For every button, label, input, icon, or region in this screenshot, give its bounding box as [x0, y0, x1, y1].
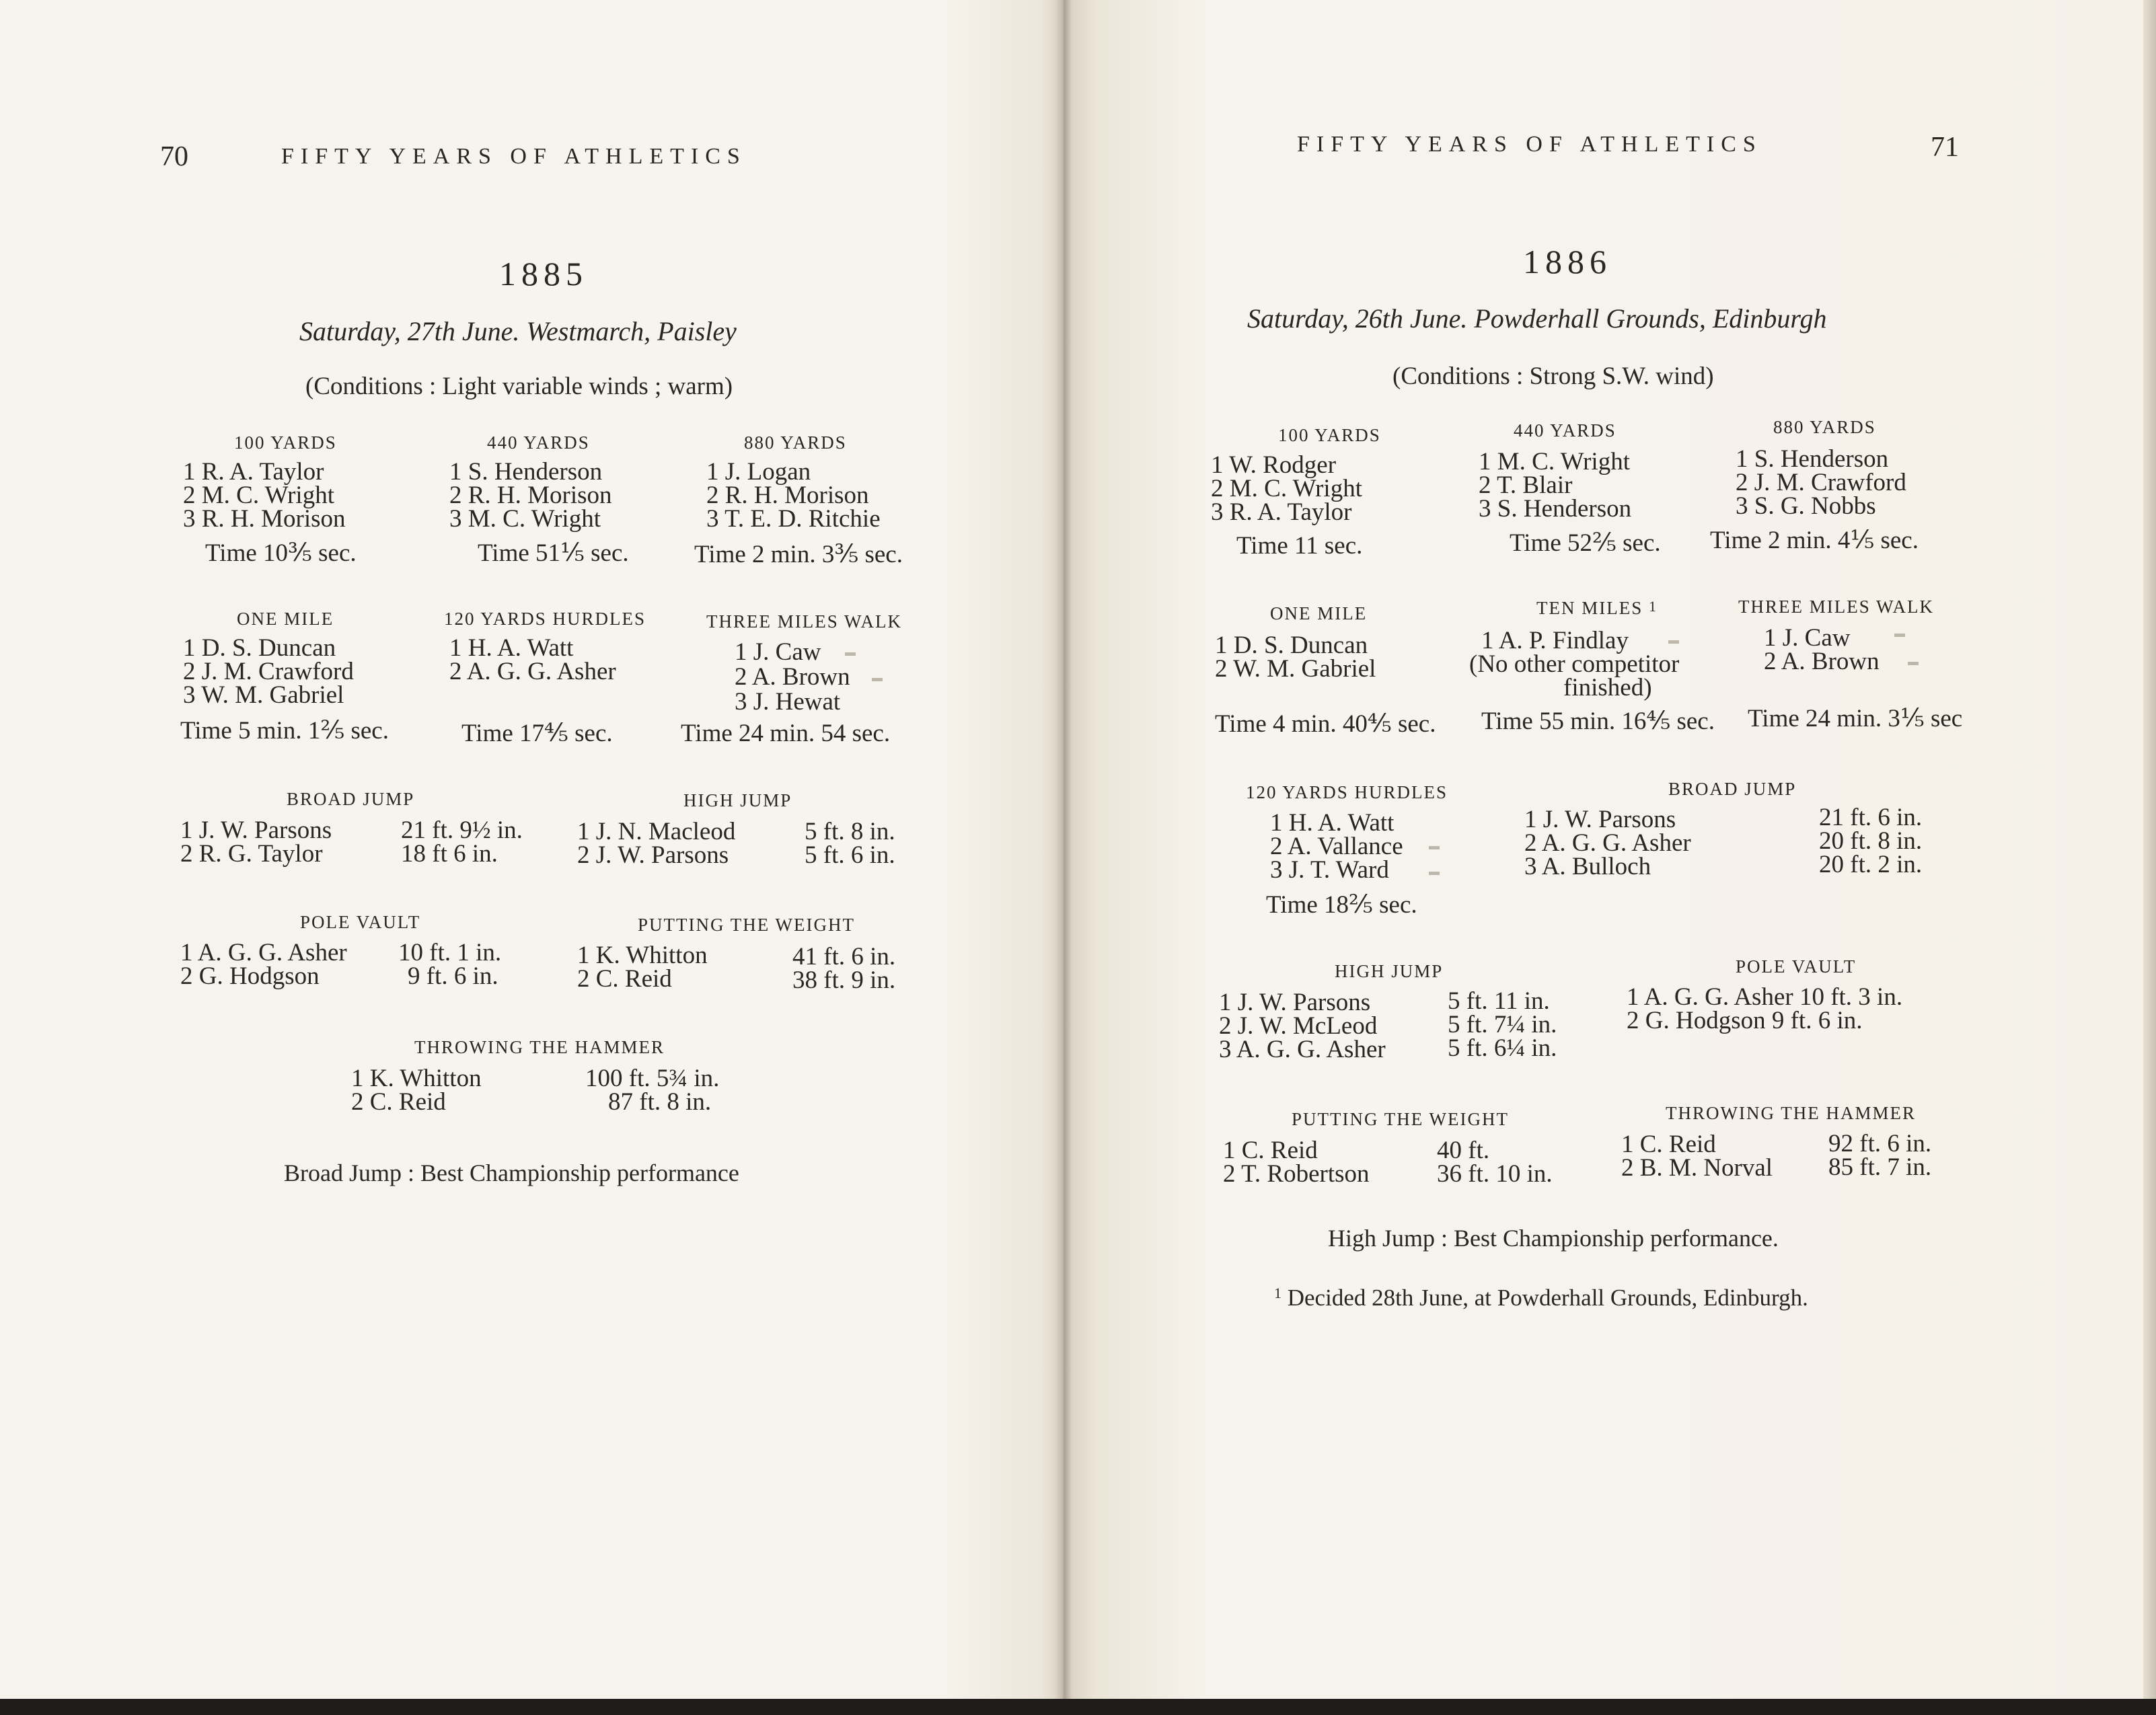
time-line: Time 11 sec.: [1236, 532, 1363, 560]
result-line: 2 W. M. Gabriel: [1215, 655, 1376, 683]
result-name: 2 T. Robertson: [1223, 1160, 1370, 1188]
result-mark: 20 ft. 2 in.: [1819, 851, 1923, 878]
time-line: Time 24 min. 54 sec.: [681, 720, 891, 747]
time-line: Time 52⅖ sec.: [1510, 529, 1661, 557]
result-mark: 5 ft. 11 in.: [1448, 987, 1550, 1015]
event-title: THROWING THE HAMMER: [414, 1037, 665, 1057]
time-line: Time 51⅕ sec.: [478, 539, 629, 567]
result-line: 1 D. S. Duncan: [1215, 632, 1368, 659]
event-title: HIGH JUMP: [683, 790, 792, 810]
year-heading-1886: 1886: [1523, 243, 1612, 280]
result-line: 3 S. Henderson: [1479, 495, 1632, 523]
result-line: 2 A. Brown: [735, 663, 850, 691]
result-name: 2 J. W. Parsons: [577, 841, 729, 869]
event-title: 440 YARDS: [487, 432, 590, 453]
event-title: THROWING THE HAMMER: [1666, 1103, 1916, 1123]
result-mark: 100 ft. 5¾ in.: [585, 1065, 720, 1092]
pencil-mark: [1894, 634, 1905, 637]
result-name: 1 C. Reid: [1223, 1137, 1318, 1164]
event-title: POLE VAULT: [1736, 956, 1857, 977]
result-name: 1 C. Reid: [1621, 1131, 1716, 1158]
result-line: 2 M. C. Wright: [183, 482, 334, 509]
result-mark: 10 ft. 1 in.: [398, 939, 502, 966]
event-title: 120 YARDS HURDLES: [1246, 782, 1448, 802]
event-title: 880 YARDS: [1773, 417, 1876, 437]
result-name: 1 J. W. Parsons: [1524, 806, 1676, 833]
result-mark: 92 ft. 6 in.: [1828, 1130, 1932, 1157]
result-mark: 36 ft. 10 in.: [1437, 1160, 1553, 1188]
result-line: 2 A. Vallance: [1270, 833, 1403, 860]
result-name: 1 K. Whitton: [577, 942, 708, 969]
event-title: THREE MILES WALK: [706, 611, 902, 632]
result-name: 2 G. Hodgson: [180, 962, 320, 990]
result-line: 2 A. Brown: [1764, 648, 1880, 675]
pencil-mark: [872, 678, 883, 681]
result-name: 3 A. G. G. Asher: [1219, 1036, 1386, 1063]
result-name: 1 K. Whitton: [351, 1065, 482, 1092]
event-title: HIGH JUMP: [1335, 961, 1444, 981]
result-mark: 85 ft. 7 in.: [1828, 1153, 1932, 1181]
result-line: 1 M. C. Wright: [1479, 448, 1630, 475]
result-name: 2 C. Reid: [577, 965, 672, 993]
event-title: 100 YARDS: [234, 432, 337, 453]
result-line: 2 G. Hodgson 9 ft. 6 in.: [1627, 1007, 1863, 1034]
result-line: 3 W. M. Gabriel: [183, 681, 344, 709]
running-head-right: FIFTY YEARS OF ATHLETICS: [1297, 132, 1762, 157]
time-line: Time 4 min. 40⅘ sec.: [1215, 710, 1436, 738]
event-title: PUTTING THE WEIGHT: [638, 915, 855, 935]
pencil-mark: [1429, 846, 1440, 849]
result-mark: 41 ft. 6 in.: [792, 943, 896, 970]
result-line: 1 J. Caw: [735, 638, 821, 666]
result-mark: 5 ft. 7¼ in.: [1448, 1011, 1557, 1038]
pencil-mark: [1908, 662, 1919, 665]
result-name: 2 C. Reid: [351, 1088, 446, 1116]
result-line: 2 J. M. Crawford: [1736, 469, 1906, 496]
page-edge: [2143, 0, 2156, 1715]
time-line: Time 55 min. 16⅘ sec.: [1481, 708, 1715, 735]
conditions-1885: (Conditions : Light variable winds ; warm): [305, 373, 733, 400]
result-name: 2 B. M. Norval: [1621, 1154, 1773, 1182]
result-line: 3 S. G. Nobbs: [1736, 492, 1876, 520]
book-gutter: [1055, 0, 1072, 1715]
result-mark: 5 ft. 8 in.: [805, 818, 895, 845]
footnote-marker: 1: [1274, 1285, 1281, 1301]
result-name: 3 A. Bulloch: [1524, 853, 1651, 880]
result-line: (No other competitor: [1469, 650, 1680, 678]
time-line: Time 10⅗ sec.: [205, 539, 357, 567]
result-line: 3 T. E. D. Ritchie: [706, 505, 881, 533]
result-name: 2 J. W. McLeod: [1219, 1012, 1378, 1040]
event-title: PUTTING THE WEIGHT: [1292, 1109, 1509, 1129]
result-line: 1 J. Logan: [706, 458, 811, 486]
result-mark: 38 ft. 9 in.: [792, 966, 896, 994]
pencil-mark: [1429, 872, 1440, 875]
result-mark: 18 ft 6 in.: [401, 840, 498, 868]
result-mark: 21 ft. 6 in.: [1819, 804, 1923, 831]
event-title: ONE MILE: [237, 609, 334, 629]
year-heading-1885: 1885: [499, 255, 588, 293]
result-mark: 5 ft. 6 in.: [805, 841, 895, 869]
result-line: 1 A. P. Findlay: [1481, 627, 1629, 654]
event-title: TEN MILES $^1$: [1536, 598, 1658, 618]
time-line: Time 24 min. 3⅕ sec: [1748, 705, 1963, 732]
page-number-left: 70: [160, 141, 188, 172]
time-line: Time 2 min. 4⅕ sec.: [1710, 527, 1919, 554]
result-line: 1 D. S. Duncan: [183, 634, 336, 662]
meeting-line-1886: Saturday, 26th June. Powderhall Grounds, Edinburgh: [1247, 303, 1827, 334]
result-line: 1 W. Rodger: [1211, 451, 1337, 479]
event-title: 100 YARDS: [1278, 425, 1381, 445]
result-line: 1 A. G. G. Asher 10 ft. 3 in.: [1627, 983, 1903, 1011]
result-mark: 9 ft. 6 in.: [408, 962, 498, 990]
result-line: 3 J. T. Ward: [1270, 856, 1389, 884]
result-line: 3 R. H. Morison: [183, 505, 346, 533]
time-line: Time 5 min. 1⅖ sec.: [180, 717, 389, 745]
result-line: 1 R. A. Taylor: [183, 458, 324, 486]
pencil-mark: [845, 652, 856, 656]
footnote: $^1$ Decided 28th June, at Powderhall Grounds, Edinburgh.: [1274, 1285, 1808, 1311]
pencil-mark: [1668, 640, 1679, 644]
note-best-performance-1885: Broad Jump : Best Championship performance: [284, 1159, 739, 1186]
event-title: 880 YARDS: [744, 432, 847, 453]
page-number-right: 71: [1931, 132, 1959, 163]
result-mark: 20 ft. 8 in.: [1819, 827, 1923, 855]
result-line: 2 J. M. Crawford: [183, 658, 354, 685]
result-line: 3 R. A. Taylor: [1211, 498, 1352, 526]
result-line: 2 R. H. Morison: [449, 482, 612, 509]
result-mark: 21 ft. 9½ in.: [401, 816, 523, 844]
result-name: 1 A. G. G. Asher: [180, 939, 347, 966]
result-line: 1 H. A. Watt: [1270, 809, 1395, 837]
scan-bottom-edge: [0, 1699, 2156, 1715]
result-line: 2 R. H. Morison: [706, 482, 869, 509]
event-title: 120 YARDS HURDLES: [444, 609, 646, 629]
result-line: 3 M. C. Wright: [449, 505, 601, 533]
time-line: Time 17⅘ sec.: [461, 720, 613, 747]
note-best-performance-1886: High Jump : Best Championship performance.: [1328, 1225, 1779, 1252]
result-name: 2 R. G. Taylor: [180, 840, 323, 868]
event-title: POLE VAULT: [300, 912, 421, 932]
result-mark: 87 ft. 8 in.: [608, 1088, 712, 1116]
event-title: ONE MILE: [1270, 603, 1368, 623]
result-name: 1 J. W. Parsons: [1219, 989, 1371, 1016]
event-title: BROAD JUMP: [1668, 779, 1797, 799]
meeting-line-1885: Saturday, 27th June. Westmarch, Paisley: [299, 316, 737, 346]
result-line: 2 M. C. Wright: [1211, 475, 1362, 502]
result-line: 1 S. Henderson: [1736, 445, 1889, 473]
running-head-left: FIFTY YEARS OF ATHLETICS: [281, 144, 747, 169]
result-line: 2 T. Blair: [1479, 471, 1573, 499]
result-line: 1 S. Henderson: [449, 458, 603, 486]
result-name: 2 A. G. G. Asher: [1524, 829, 1691, 857]
footnote-marker: 1: [1648, 598, 1658, 615]
result-line: 1 J. Caw: [1764, 624, 1851, 652]
event-title: 440 YARDS: [1514, 420, 1616, 441]
result-mark: 40 ft.: [1437, 1137, 1490, 1164]
result-name: 1 J. N. Macleod: [577, 818, 736, 845]
result-mark: 5 ft. 6¼ in.: [1448, 1034, 1557, 1062]
event-title: BROAD JUMP: [287, 789, 415, 809]
result-line: finished): [1563, 674, 1652, 701]
result-name: 1 J. W. Parsons: [180, 816, 332, 844]
time-line: Time 2 min. 3⅗ sec.: [694, 541, 903, 568]
result-line: 2 A. G. G. Asher: [449, 658, 616, 685]
time-line: Time 18⅖ sec.: [1266, 891, 1417, 919]
result-line: 3 J. Hewat: [735, 688, 841, 716]
conditions-1886: (Conditions : Strong S.W. wind): [1392, 363, 1714, 390]
event-title: THREE MILES WALK: [1738, 597, 1934, 617]
result-line: 1 H. A. Watt: [449, 634, 574, 662]
